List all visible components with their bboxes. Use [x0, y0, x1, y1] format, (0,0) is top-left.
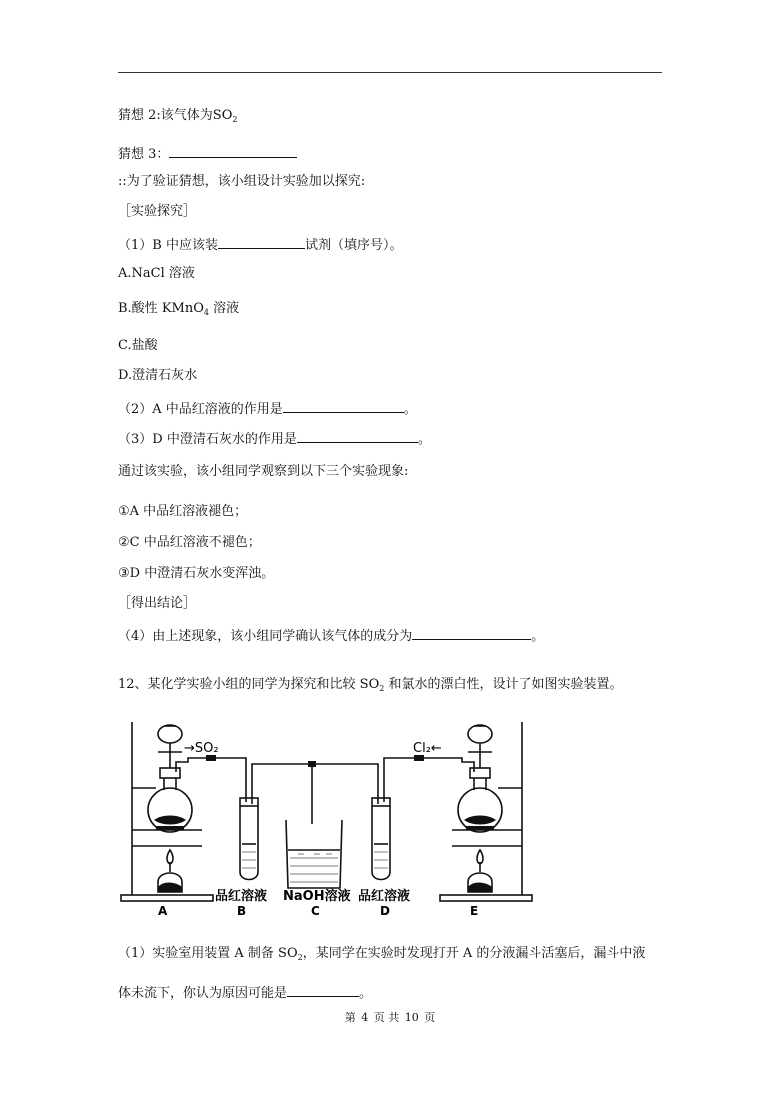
label-d: D: [380, 904, 390, 918]
section-heading: ［得出结论］: [118, 596, 197, 611]
question-1: （1）B 中应该装 试剂（填序号）。: [118, 234, 402, 255]
guess-2: 猜想 2:该气体为$SO_2$: [118, 108, 238, 124]
answer-blank: [297, 428, 418, 443]
option-c: C.盐酸: [118, 338, 158, 353]
answer-blank: [169, 143, 297, 158]
cl2-label: Cl₂←: [413, 741, 442, 756]
observation-intro: 通过该实验，该小组同学观察到以下三个实验现象:: [118, 464, 409, 479]
question-2: （2）A 中品红溶液的作用是 。: [118, 398, 417, 419]
problem-12: 12、某化学实验小组的同学为探究和比较 $SO_2$ 和氯水的漂白性，设计了如图实验装置。: [118, 677, 623, 693]
answer-blank: [287, 982, 359, 997]
answer-blank: [412, 625, 531, 640]
apparatus-figure: [118, 712, 538, 922]
guess-3: 猜想 3：: [118, 143, 297, 164]
question-3: （3）D 中澄清石灰水的作用是 。: [118, 428, 431, 449]
caption-c: NaOH溶液: [283, 889, 351, 904]
page-footer: 第 4 页 共 10 页: [344, 1011, 436, 1024]
observation-1: ①A 中品红溶液褪色；: [118, 504, 248, 519]
so2-label: →SO₂: [184, 741, 219, 756]
intro-text: ::为了验证猜想，该小组设计实验加以探究:: [118, 174, 366, 189]
section-heading: ［实验探究］: [118, 204, 197, 219]
observation-2: ②C 中品红溶液不褪色；: [118, 535, 261, 550]
label-b: B: [237, 904, 247, 918]
option-a: A.NaCl 溶液: [118, 266, 195, 281]
subquestion-1-line-2: 体未流下，你认为原因可能是 。: [118, 982, 372, 1003]
answer-blank: [218, 234, 305, 249]
option-b: B.酸性 KMnO$_4$ 溶液: [118, 301, 240, 317]
label-a: A: [158, 904, 168, 918]
page-total: 10: [404, 1011, 419, 1024]
answer-blank: [283, 398, 404, 413]
page-number: 4: [361, 1011, 369, 1024]
header-rule: [118, 72, 662, 73]
question-4: （4）由上述现象，该小组同学确认该气体的成分为 。: [118, 625, 544, 646]
caption-b: 品红溶液: [215, 889, 268, 904]
label-e: E: [470, 904, 479, 918]
observation-3: ③D 中澄清石灰水变浑浊。: [118, 566, 275, 581]
subquestion-1-line-1: （1）实验室用装置 A 制备 $SO_2$，某同学在实验时发现打开 A 的分液漏斗活塞后，漏斗中液: [118, 946, 646, 962]
option-d: D.澄清石灰水: [118, 368, 198, 383]
label-c: C: [311, 904, 320, 918]
caption-d: 品红溶液: [358, 889, 411, 904]
